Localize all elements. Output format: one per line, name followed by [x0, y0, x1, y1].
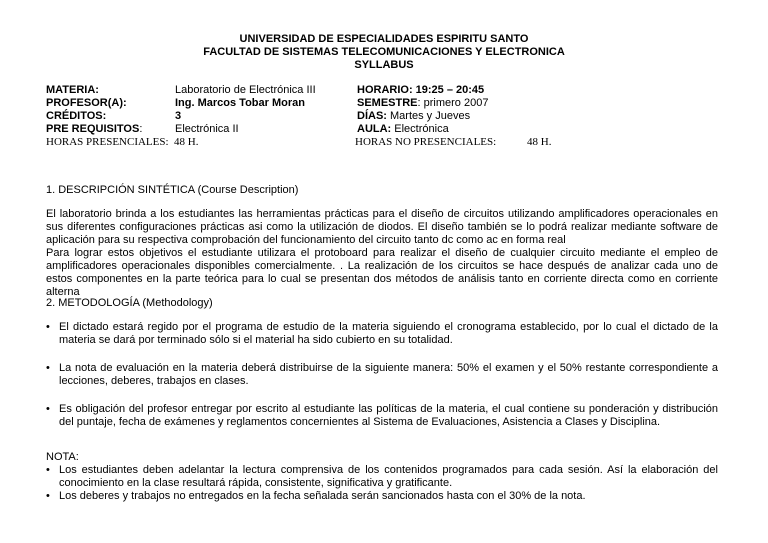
aula-value: Electrónica: [391, 123, 449, 135]
aula: [357, 123, 449, 136]
section-title-methodology: 2. METODOLOGÍA (Methodology): [46, 297, 213, 309]
semestre-value: : primero 2007: [417, 97, 489, 109]
bullet-icon: •: [46, 490, 50, 502]
prereq-value: Electrónica II: [175, 123, 239, 135]
horas-presenciales-label: HORAS PRESENCIALES:: [46, 136, 169, 148]
methodology-item: [46, 403, 718, 429]
nota-list: [46, 464, 718, 503]
dias-value: Martes y Jueves: [386, 110, 471, 122]
dias-label: DÍAS:: [357, 110, 387, 122]
nota-item-text: Los estudiantes deben adelantar la lectura comprensiva de los contenidos programados para cada sesión. Así la elaboración del conocimiento en la clase resultará rápida, consistente, significativa y gratificante.: [59, 464, 718, 489]
faculty-name: FACULTAD DE SISTEMAS TELECOMUNICACIONES Y ELECTRONICA: [203, 46, 565, 58]
methodology-item-text: El dictado estará regido por el programa de estudio de la materia siguiendo el cronograma establecido, por lo cual el dictado de la materia se dará por terminado sólo si el material ha sido cubierto en su totalidad.: [59, 321, 718, 346]
bullet-icon: •: [46, 321, 50, 333]
aula-label: AULA:: [357, 123, 392, 135]
methodology-list: [46, 321, 718, 429]
nota-item: [46, 464, 718, 490]
section-title-description: 1. DESCRIPCIÓN SINTÉTICA (Course Description): [46, 184, 299, 196]
methodology-item-text: Es obligación del profesor entregar por escrito al estudiante las políticas de la materia, el cual contiene su ponderación y distribución del puntaje, fecha de exámenes y reglamentos concernientes al Sistema de Evaluaciones, Asistencia a Clases y Disciplina.: [59, 403, 718, 428]
horas-presenciales-value: 48 H.: [174, 136, 199, 148]
bullet-icon: •: [46, 464, 50, 476]
materia-label: MATERIA:: [46, 84, 99, 96]
profesor-value: Ing. Marcos Tobar Moran: [175, 97, 305, 109]
description-paragraph: El laboratorio brinda a los estudiantes las herramientas prácticas para el diseño de circuitos utilizando amplificadores operacionales en sus diferentes configuraciones prácticas asi como la utilización de diodos. El diseño también se lo podrá realizar mediante software de aplicación para su respectiva comprobación del funcionamiento del circuito tanto dc como ac en forma real: [46, 208, 718, 246]
description-paragraph-2: Para lograr estos objetivos el estudiante utilizara el protoboard para realizar el diseño de cualquier circuito mediante el empleo de amplificadores operacionales disponibles comercialmente. . La realización de los circuitos se hace después de analizar cada uno de estos componentes en la parte teórica para lo cual se presentan dos métodos de análisis tanto en corriente directa como en corriente alterna: [46, 247, 718, 298]
university-name: UNIVERSIDAD DE ESPECIALIDADES ESPIRITU SANTO: [239, 33, 529, 45]
nota-item: [46, 490, 718, 503]
bullet-icon: •: [46, 403, 50, 415]
methodology-item-text: La nota de evaluación en la materia deberá distribuirse de la siguiente manera: 50% el examen y el 50% restante correspondiente a lecciones, deberes, trabajos en clases.: [59, 362, 718, 387]
prereq-label: PRE REQUISITOS: [46, 123, 140, 135]
methodology-item: [46, 321, 718, 347]
prereq-label-wrap: [46, 123, 142, 136]
creditos-label: CRÉDITOS:: [46, 110, 107, 122]
nota-item-text: Los deberes y trabajos no entregados en la fecha señalada serán sancionados hasta con el 30% de la nota.: [59, 490, 586, 502]
dias: [357, 110, 470, 123]
document-type: SYLLABUS: [354, 59, 414, 71]
nota-title: NOTA:: [46, 451, 79, 463]
profesor-label: PROFESOR(A):: [46, 97, 127, 109]
horas-no-presenciales-value: 48 H.: [527, 136, 552, 148]
creditos-value: 3: [175, 110, 182, 122]
semestre-label: SEMESTRE: [357, 97, 418, 109]
semestre: [357, 97, 488, 110]
bullet-icon: •: [46, 362, 50, 374]
horas-no-presenciales-label: HORAS NO PRESENCIALES:: [355, 136, 497, 148]
materia-value: Laboratorio de Electrónica III: [175, 84, 316, 96]
prereq-colon: :: [139, 123, 143, 135]
methodology-item: [46, 362, 718, 388]
horario: HORARIO: 19:25 – 20:45: [357, 84, 485, 96]
